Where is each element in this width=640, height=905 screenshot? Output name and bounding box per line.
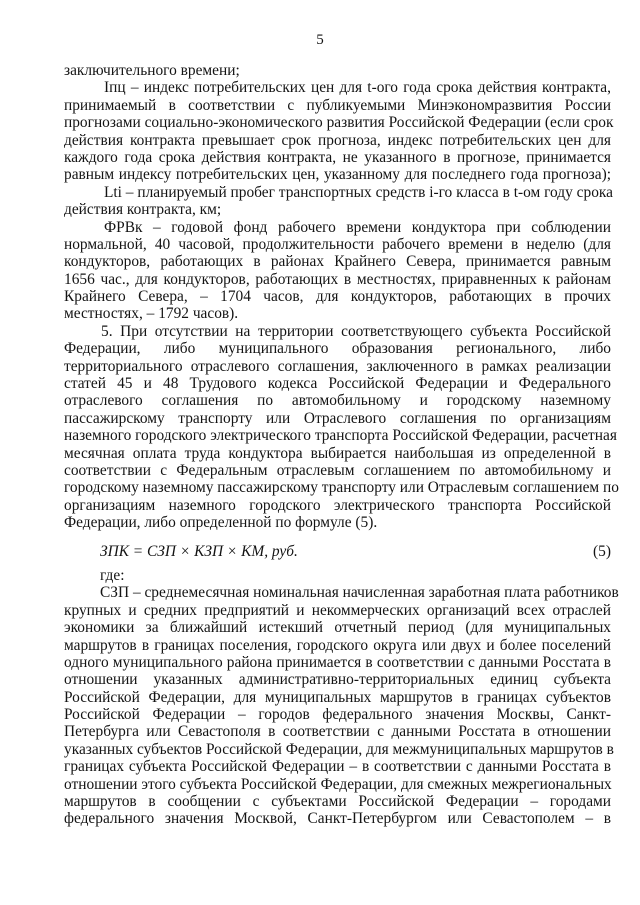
text-line: где: bbox=[100, 566, 125, 584]
formula-row bbox=[64, 543, 611, 560]
text-line: Петербурга или Севастополя в соответствии с данными Росстата в отношении bbox=[64, 723, 611, 741]
text-line: прогнозами социально-экономического развития Российской Федерации (если срок bbox=[64, 114, 614, 132]
text-line: кондукторов, работающих в районах Крайнего Севера, принимается равным bbox=[64, 253, 611, 271]
text-line: экономики за ближайший истекший отчетный период (для муниципальных bbox=[64, 619, 611, 637]
text-line: месячная оплата труда кондуктора выбирается наибольшая из определенной в bbox=[64, 444, 611, 462]
text-line: федерального значения Москвой, Санкт-Петербургом или Севастополем – в bbox=[64, 810, 611, 828]
document-body bbox=[64, 62, 619, 828]
text-line: маршрутов в сообщении с субъектами Российской Федерации – городами bbox=[64, 793, 611, 811]
text-line: 5. При отсутствии на территории соответствующего субъекта Российской bbox=[101, 322, 611, 340]
text-line: пассажирскому транспорту или Отраслевого соглашения по организациям bbox=[64, 409, 611, 427]
text-line: Крайнего Севера, – 1704 часов, для кондукторов, работающих в прочих bbox=[64, 288, 611, 306]
text-line: Lti – планируемый пробег транспортных средств i-го класса в t-ом году срока bbox=[104, 183, 613, 201]
text-line: принимаемый в соответствии с публикуемыми Минэкономразвития России bbox=[64, 96, 611, 114]
text-line: Российской Федерации, для муниципальных маршрутов в границах субъектов bbox=[64, 688, 611, 706]
text-line: равным индексу потребительских цен, указанному для последнего года прогноза); bbox=[64, 166, 611, 184]
text-line: организациям наземного городского электрического транспорта Российской bbox=[64, 496, 611, 514]
text-line: Российской Федерации – городов федерального значения Москвы, Санкт- bbox=[64, 706, 611, 724]
text-line: территориального отраслевого соглашения, заключенного в рамках реализации bbox=[64, 357, 611, 375]
text-line: одного муниципального района принимается в соответствии с данными Росстата в bbox=[64, 653, 611, 671]
text-line: соответствии с Федеральным отраслевым соглашением по автомобильному и bbox=[64, 461, 611, 479]
text-line: Iпц – индекс потребительских цен для t-ого года срока действия контракта, bbox=[104, 79, 611, 97]
text-line: статей 45 и 48 Трудового кодекса Российской Федерации и Федерального bbox=[64, 375, 611, 393]
text-line: отношении этого субъекта Российской Федерации, для смежных межрегиональных bbox=[64, 775, 612, 793]
text-line: границах субъекта Российской Федерации – в соответствии с данными Росстата в bbox=[64, 758, 611, 776]
page-number: 5 bbox=[316, 32, 324, 48]
text-line: каждого года срока действия контракта, не указанного в прогнозе, принимается bbox=[64, 148, 611, 166]
text-line: городскому наземному пассажирскому транспорту или Отраслевым соглашением по bbox=[64, 479, 619, 497]
formula-number: (5) bbox=[593, 542, 611, 560]
text-line: действия контракта превышает срок прогноза, индекс потребительских цен для bbox=[64, 131, 611, 149]
text-line: нормальной, 40 часовой, продолжительности рабочего времени в неделю (для bbox=[64, 235, 611, 253]
text-line: СЗП – среднемесячная номинальная начисленная заработная плата работников bbox=[100, 584, 619, 602]
text-line: местностях, – 1792 часов). bbox=[64, 305, 239, 323]
text-line: Федерации, либо муниципального образования регионального, либо bbox=[64, 340, 611, 358]
text-line: заключительного времени; bbox=[64, 62, 240, 79]
text-line: ФРВк – годовой фонд рабочего времени кондуктора при соблюдении bbox=[104, 218, 611, 236]
text-line: наземного городского электрического транспорта Российской Федерации, расчетная bbox=[64, 427, 617, 445]
text-line: крупных и средних предприятий и некоммерческих организаций всех отраслей bbox=[64, 601, 611, 619]
text-line: 1656 час., для кондукторов, работающих в местностях, приравненных к районам bbox=[64, 270, 611, 288]
text-line: отраслевого соглашения по автомобильному и городскому наземному bbox=[64, 392, 611, 410]
formula: ЗПК = СЗП × КЗП × КМ, руб. bbox=[100, 542, 298, 560]
text-line: отношении указанных административно-территориальных единиц субъекта bbox=[64, 671, 611, 689]
text-line: Федерации, либо определенной по формуле (5). bbox=[64, 514, 378, 532]
text-line: указанных субъектов Российской Федерации, для межмуниципальных маршрутов в bbox=[64, 740, 614, 758]
text-line: действия контракта, км; bbox=[64, 201, 222, 219]
text-line: маршрутов в границах поселения, городского округа или двух и более поселений bbox=[64, 636, 611, 654]
